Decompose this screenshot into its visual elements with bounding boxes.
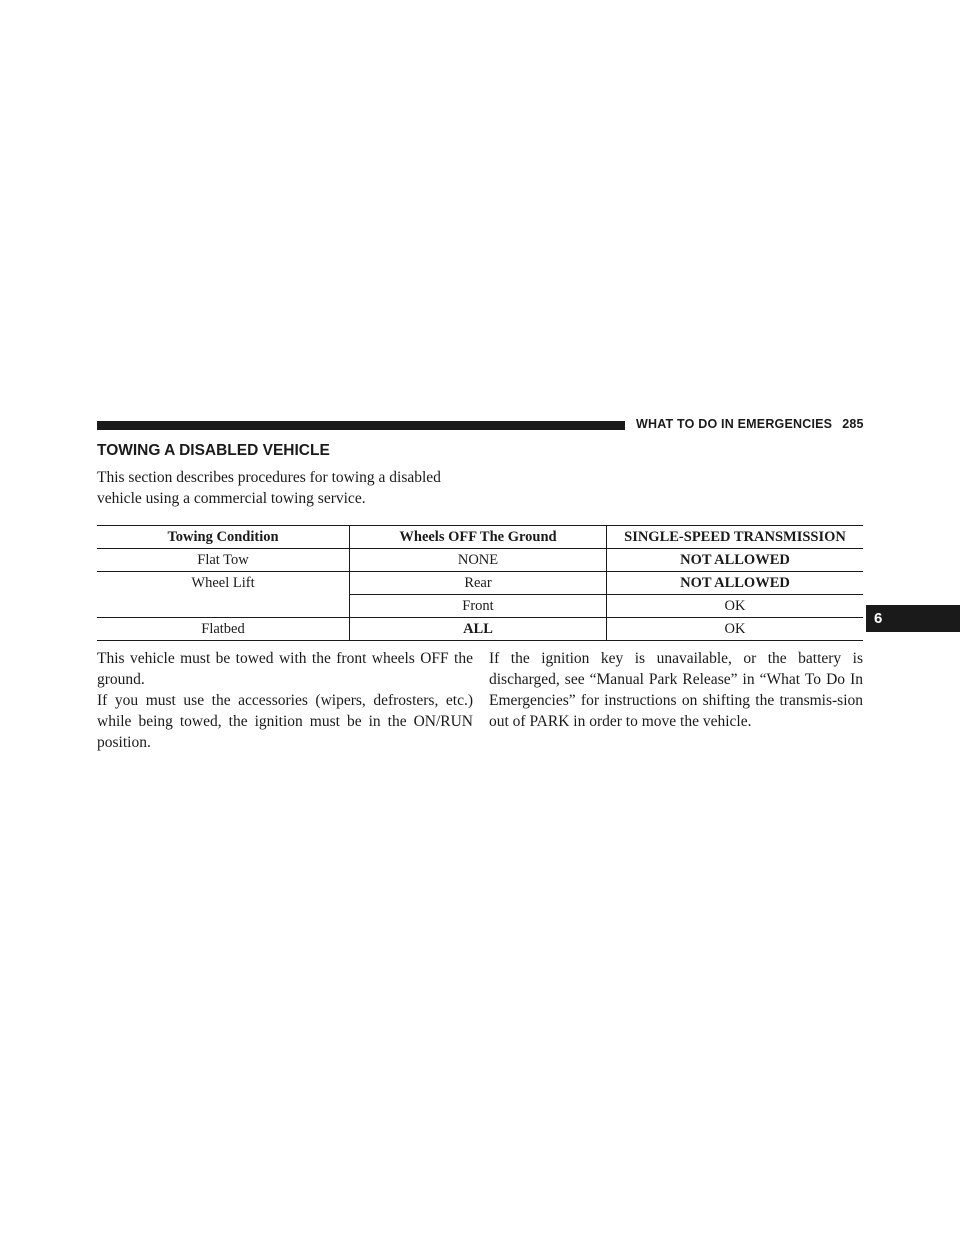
running-header [636,417,864,431]
section-title: TOWING A DISABLED VEHICLE [97,442,330,459]
cell-condition [97,595,350,618]
cell-condition: Flatbed [97,618,350,641]
chapter-tab: 6 [866,605,960,632]
header-section-title: WHAT TO DO IN EMERGENCIES [636,417,833,431]
page-number: 285 [842,417,864,431]
cell-wheels: ALL [350,618,607,641]
header-towing-condition: Towing Condition [97,526,350,549]
paragraph-front-wheels: This vehicle must be towed with the front wheels OFF the ground. [97,650,473,688]
cell-transmission: NOT ALLOWED [607,572,864,595]
paragraph-ignition-key: If the ignition key is unavailable, or the battery is discharged, see “Manual Park Release” in “What To Do In Emergencies” for instructions on shifting the transmis-sion out of PARK in order to move the vehicle. [489,650,863,730]
cell-transmission: OK [607,618,864,641]
table-row [97,572,863,595]
table-row [97,549,863,572]
cell-transmission: NOT ALLOWED [607,549,864,572]
cell-condition: Wheel Lift [191,574,255,591]
header-wheels-off-ground: Wheels OFF The Ground [350,526,607,549]
cell-wheels: Front [350,595,607,618]
cell-condition: Flat Tow [97,549,350,572]
table-row [97,618,863,641]
cell-transmission: OK [607,595,864,618]
table-row [97,595,863,618]
cell-wheels: NONE [350,549,607,572]
intro-paragraph: This section describes procedures for towing a disabled vehicle using a commercial towing service. [97,469,441,507]
header-rule [97,421,625,430]
towing-table [97,525,863,641]
paragraph-accessories: If you must use the accessories (wipers, defrosters, etc.) while being towed, the ignition must be in the ON/RUN position. [97,692,473,751]
header-transmission: SINGLE-SPEED TRANSMISSION [607,526,864,549]
table-header-row [97,526,863,549]
cell-wheels: Rear [350,572,607,595]
